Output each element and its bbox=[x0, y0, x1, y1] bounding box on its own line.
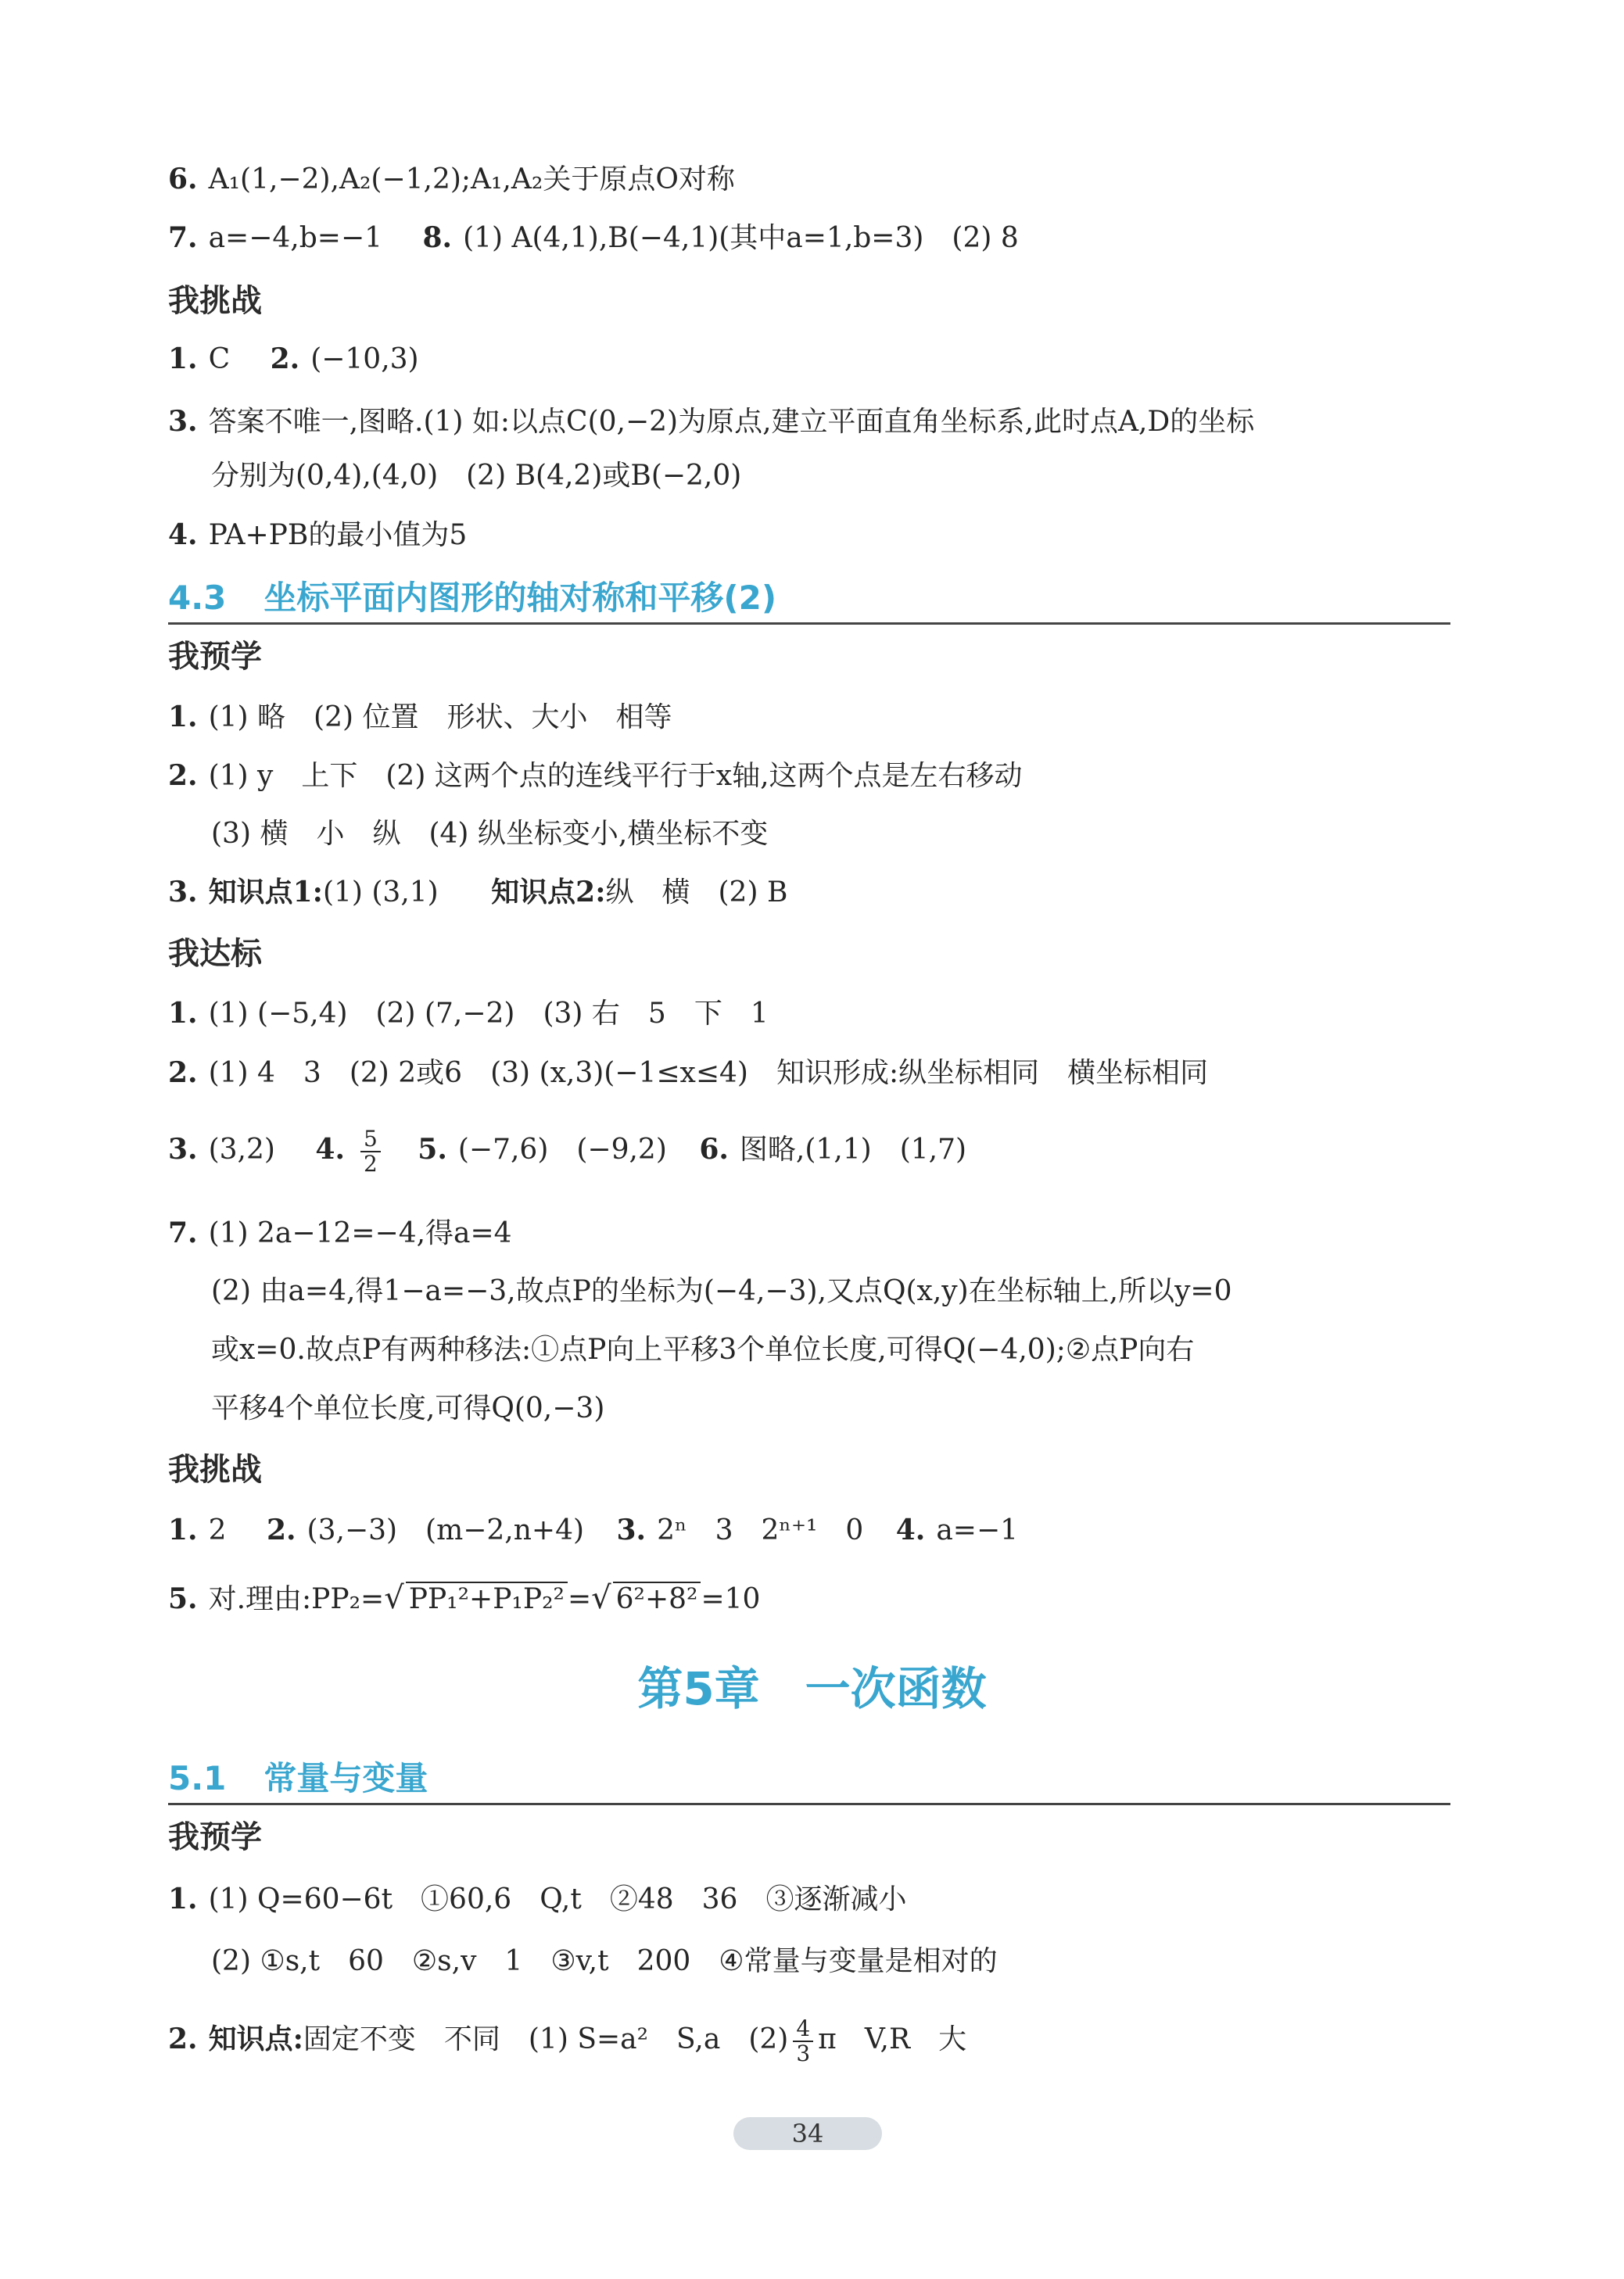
answer-line: 分别为(0,4),(4,0) (2) B(4,2)或B(−2,0) bbox=[211, 460, 742, 492]
answer-line: 1. C 2. (−10,3) bbox=[168, 342, 419, 375]
fraction: $\frac{5}{2}$ bbox=[360, 1127, 381, 1176]
answer-line: 1. 2 2. (3,−3) (m−2,n+4) 3. 2ⁿ 3 2ⁿ⁺¹ 0 4. a=−1 bbox=[168, 1514, 1019, 1546]
section-heading-4-3: 4.3 坐标平面内图形的轴对称和平移(2) bbox=[168, 579, 1450, 625]
answer-line: 1. (1) (−5,4) (2) (7,−2) (3) 右 5 下 1 bbox=[168, 997, 769, 1030]
answer-line: 2. (1) y 上下 (2) 这两个点的连线平行于x轴,这两个点是左右移动 bbox=[168, 759, 1023, 792]
answer-line: 3. (3,2) 4. $\frac{5}{2}$ 5. (−7,6) (−9,2) 6. 图略,(1,1) (1,7) bbox=[168, 1126, 967, 1177]
answer-line: 平移4个单位长度,可得Q(0,−3) bbox=[211, 1392, 605, 1424]
answer-line: (3) 横 小 纵 (4) 纵坐标变小,横坐标不变 bbox=[211, 818, 769, 850]
answer-line: (2) 由a=4,得1−a=−3,故点P的坐标为(−4,−3),又点Q(x,y)在坐标轴上,所以y=0 bbox=[211, 1275, 1232, 1307]
answer-line: 2. 知识点:固定不变 不同 (1) S=a² S,a (2) $\frac{4}{3}$ π V,R 大 bbox=[168, 2016, 967, 2066]
answer-line: 7. a=−4,b=−1 8. (1) A(4,1),B(−4,1)(其中a=1,b=3) (2) 8 bbox=[168, 221, 1019, 254]
sqrt-symbol: √ bbox=[384, 1580, 404, 1616]
page-number: 34 bbox=[733, 2117, 882, 2150]
subheading-challenge: 我挑战 bbox=[168, 1452, 262, 1488]
subheading-preview: 我预学 bbox=[168, 639, 262, 675]
answer-line: (2) ①s,t 60 ②s,v 1 ③v,t 200 ④常量与变量是相对的 bbox=[211, 1945, 998, 1977]
answer-line: 5. 对.理由:PP₂=√ PP₁²+P₁P₂² =√ 6²+8² =10 bbox=[168, 1580, 761, 1616]
subheading-challenge: 我挑战 bbox=[168, 283, 262, 319]
answer-line: 3. 知识点1:(1) (3,1) 知识点2:纵 横 (2) B bbox=[168, 876, 788, 908]
answer-line: 1. (1) 略 (2) 位置 形状、大小 相等 bbox=[168, 701, 672, 733]
section-heading-5-1: 5.1 常量与变量 bbox=[168, 1759, 1450, 1805]
answer-line: 6. A₁(1,−2),A₂(−1,2);A₁,A₂关于原点O对称 bbox=[168, 163, 735, 195]
answer-line: 7. (1) 2a−12=−4,得a=4 bbox=[168, 1217, 512, 1249]
chapter-title: 第5章 一次函数 bbox=[637, 1662, 987, 1715]
fraction: $\frac{4}{3}$ bbox=[793, 2017, 813, 2066]
answer-line: 3. 答案不唯一,图略.(1) 如:以点C(0,−2)为原点,建立平面直角坐标系,此时点A,D的坐标 bbox=[168, 405, 1255, 438]
subheading-standard: 我达标 bbox=[168, 936, 262, 972]
subheading-preview: 我预学 bbox=[168, 1819, 262, 1855]
answer-line: 1. (1) Q=60−6t ①60,6 Q,t ②48 36 ③逐渐减小 bbox=[168, 1883, 907, 1915]
sqrt-symbol: √ bbox=[591, 1580, 611, 1616]
answer-line: 4. PA+PB的最小值为5 bbox=[168, 518, 468, 551]
answer-line: 或x=0.故点P有两种移法:①点P向上平移3个单位长度,可得Q(−4,0);②点P向右 bbox=[211, 1334, 1195, 1366]
answer-line: 2. (1) 4 3 (2) 2或6 (3) (x,3)(−1≤x≤4) 知识形成:纵坐标相同 横坐标相同 bbox=[168, 1056, 1209, 1089]
